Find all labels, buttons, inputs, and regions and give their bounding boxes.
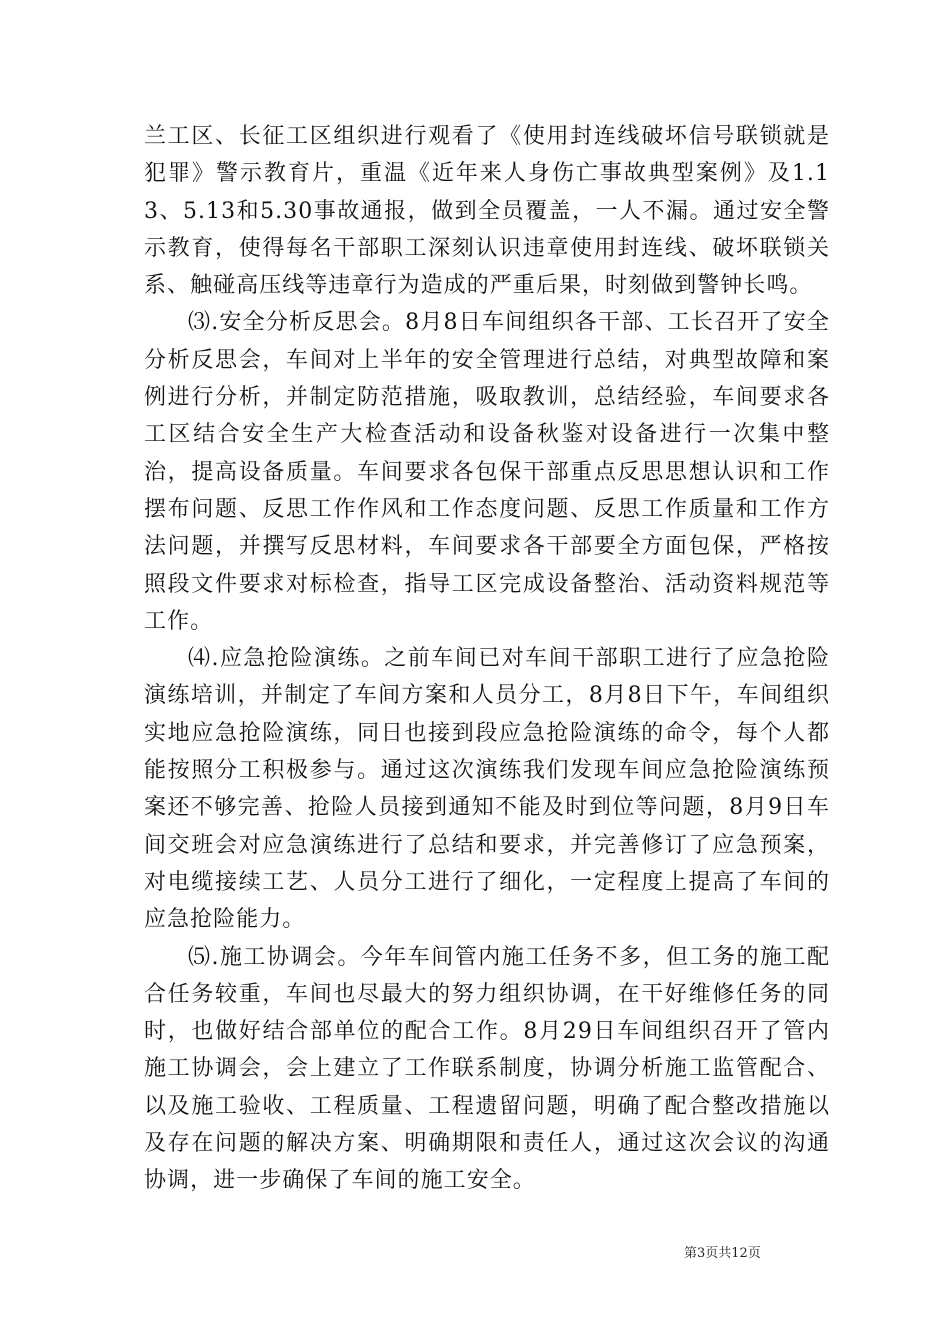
paragraph-safety-review-meeting: ⑶.安全分析反思会。8月8日车间组织各干部、工长召开了安全分析反思会，车间对上半年的安全管理进行总结，对典型故障和案例进行分析，并制定防范措施，吸取教训，总结经验，车间要求各工区结合安全生产大检查活动和设备秋鉴对设备进行一次集中整治，提高设备质量。车间要求各包保干部重点反思思想认识和工作摆布问题、反思工作作风和工作态度问题、反思工作质量和工作方法问题，并撰写反思材料，车间要求各干部要全方面包保，严格按照段文件要求对标检查，指导工区完成设备整治、活动资料规范等工作。 bbox=[144, 310, 830, 634]
document-body bbox=[144, 118, 830, 1200]
paragraph-emergency-drill: ⑷.应急抢险演练。之前车间已对车间干部职工进行了应急抢险演练培训，并制定了车间方案和人员分工，8月8日下午，车间组织实地应急抢险演练，同日也接到段应急抢险演练的命令，每个人都能按照分工积极参与。通过这次演练我们发现车间应急抢险演练预案还不够完善、抢险人员接到通知不能及时到位等问题，8月9日车间交班会对应急演练进行了总结和要求，并完善修订了应急预案，对电缆接续工艺、人员分工进行了细化，一定程度上提高了车间的应急抢险能力。 bbox=[144, 646, 830, 933]
page-number-footer: 第3页共12页 bbox=[684, 1246, 761, 1261]
paragraph-warning-education: 兰工区、长征工区组织进行观看了《使用封连线破坏信号联锁就是犯罪》警示教育片，重温《近年来人身伤亡事故典型案例》及1.13、5.13和5.30事故通报，做到全员覆盖，一人不漏。通过安全警示教育，使得每名干部职工深刻认识违章使用封连线、破坏联锁关系、触碰高压线等违章行为造成的严重后果，时刻做到警钟长鸣。 bbox=[144, 124, 830, 299]
paragraph-construction-coordination: ⑸.施工协调会。今年车间管内施工任务不多，但工务的施工配合任务较重，车间也尽最大的努力组织协调，在干好维修任务的同时，也做好结合部单位的配合工作。8月29日车间组织召开了管内施工协调会，会上建立了工作联系制度，协调分析施工监管配合、以及施工验收、工程质量、工程遗留问题，明确了配合整改措施以及存在问题的解决方案、明确期限和责任人，通过这次会议的沟通协调，进一步确保了车间的施工安全。 bbox=[144, 944, 830, 1194]
